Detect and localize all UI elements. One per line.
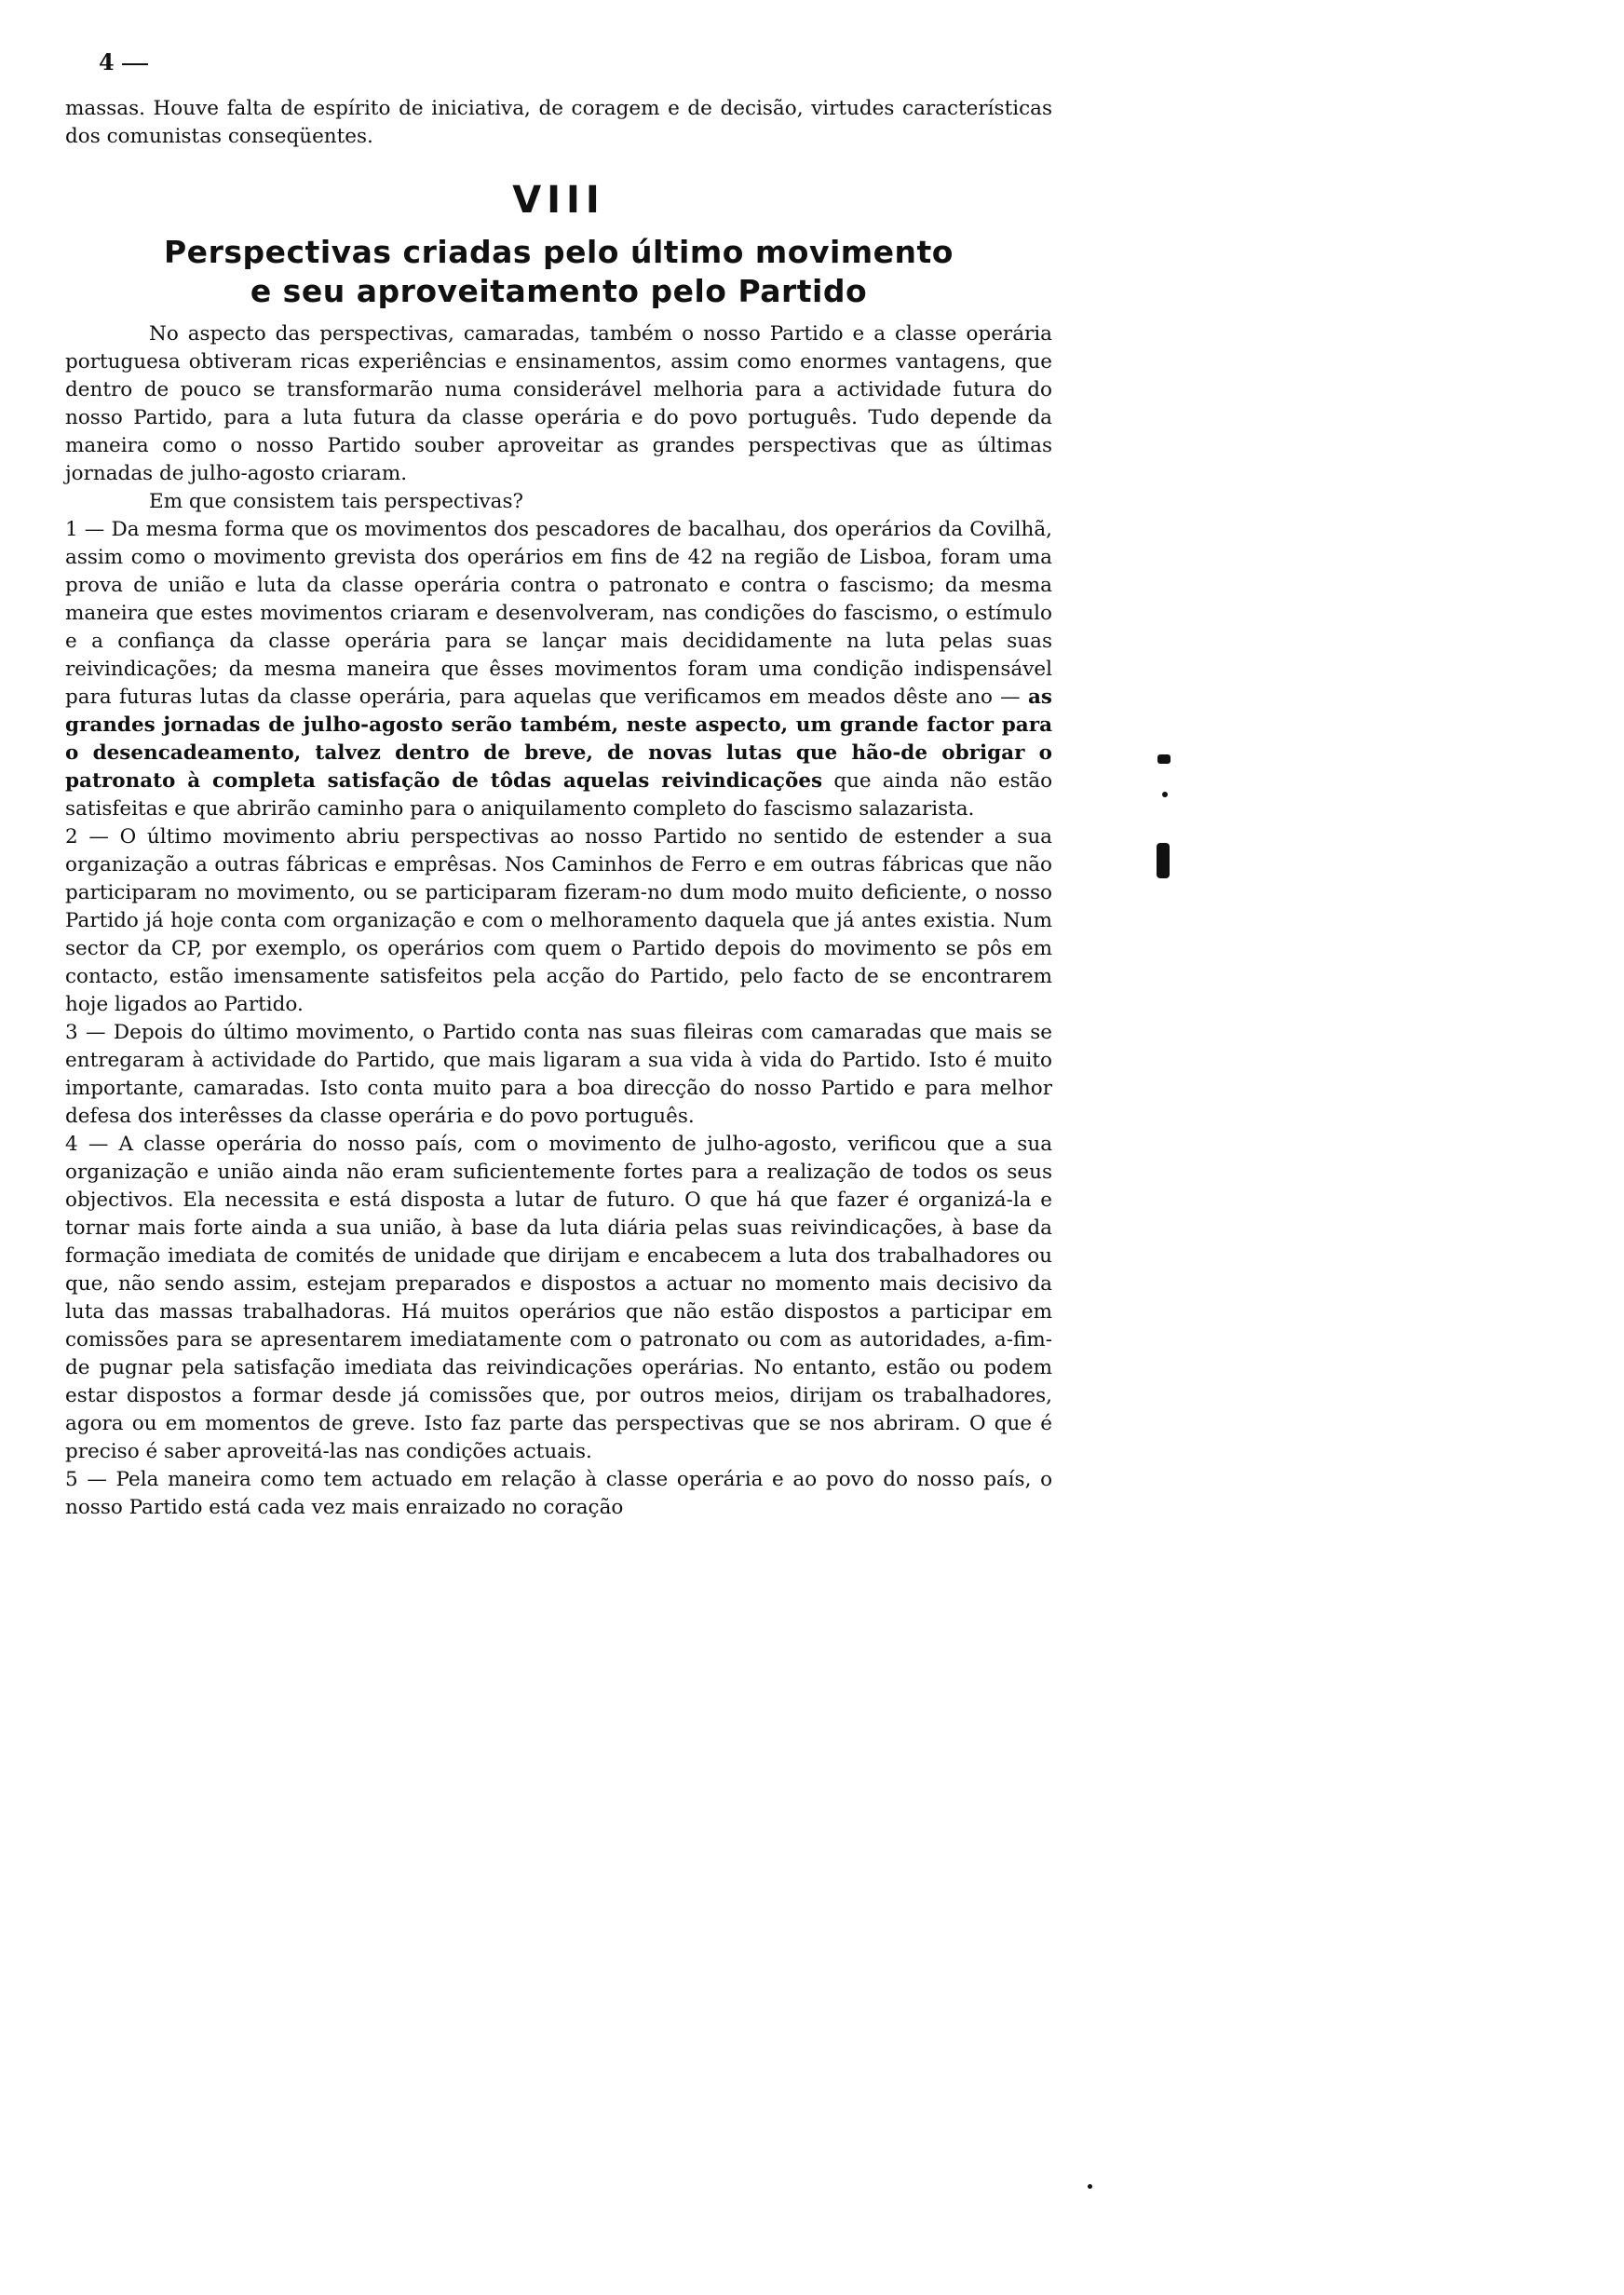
scan-speck xyxy=(1157,843,1170,878)
list-item-4 xyxy=(65,1131,1052,1466)
item-label: 1 — xyxy=(65,518,105,541)
lead-paragraph: massas. Houve falta de espírito de iniciativa, de coragem e de decisão, virtudes características dos comunistas conseqüentes. xyxy=(65,97,1052,148)
item-text: A classe operária do nosso país, com o movimento de julho-agosto, verificou que a sua organização e união ainda não eram suficientemente fortes para a realização de todos os seus objectivos. Ela necessita e está disposta a lutar de futuro. O que há que fazer é organizá-la e tornar mais forte ainda a sua união, à base da luta diária pelas suas reivindicações, à base da formação imediata de comités de unidade que dirijam e encabecem a luta dos trabalhadores ou que, não sendo assim, estejam preparados e dispostos a actuar no momento mais decisivo da luta das massas trabalhadoras. Há muitos operários que não estão dispostos a participar em comissões para se apresentarem imediatamente com o patronato ou com as autoridades, a-fim-de pugnar pela satisfação imediata das reivindicações operárias. No entanto, estão ou podem estar dispostos a formar desde já comissões que, por outros meios, dirijam os trabalhadores, agora ou em momentos de greve. Isto faz parte das perspectivas que se nos abriram. O que é preciso é saber aproveitá-las nas condições actuais. xyxy=(65,1133,1053,1463)
scan-speck xyxy=(1162,792,1168,797)
item-text: Depois do último movimento, o Partido conta nas suas fileiras com camaradas que mais se entregaram à actividade do Partido, que mais ligaram a sua vida à vida do Partido. Isto é muito importante, camaradas. Isto conta muito para a boa direcção do nosso Partido e para melhor defesa dos interêsses da classe operária e do povo português. xyxy=(65,1021,1052,1128)
page-number: 4 xyxy=(99,48,148,75)
item-tail: que ainda não estão satisfeitas e que abrirão caminho para o aniquilamento completo do fascismo salazarista. xyxy=(65,769,1053,821)
chapter-title-line-1: Perspectivas criadas pelo último movimento xyxy=(164,234,954,270)
list-item-1 xyxy=(65,516,1052,823)
list-item-5 xyxy=(65,1466,1052,1522)
item-label: 5 — xyxy=(65,1468,107,1491)
chapter-numeral: VIII xyxy=(512,179,605,222)
list-item-3 xyxy=(65,1019,1052,1131)
chapter-title xyxy=(65,233,1052,311)
chapter-title-line-2: e seu aproveitamento pelo Partido xyxy=(250,273,868,309)
item-label: 2 — xyxy=(65,825,109,849)
question-line: Em que consistem tais perspectivas? xyxy=(149,490,524,513)
item-text: Da mesma forma que os movimentos dos pescadores de bacalhau, dos operários da Covilhã, assim como o movimento grevista dos operários em fins de 42 na região de Lisboa, foram uma prova de união e luta da classe operária contra o patronato e contra o fascismo; da mesma maneira que estes movimentos criaram e desenvolveram, nas condições do fascismo, o estímulo e a confiança da classe operária para se lançar mais decididamente na luta pelas suas reivindicações; da mesma maneira que êsses movimentos foram uma condição indispensável para futuras lutas da classe operária, para aquelas que verificamos em meados dêste ano — xyxy=(65,518,1052,709)
item-emphasis: as grandes jornadas de julho-agosto serão também, neste aspecto, um grande factor para o desencadeamento, talvez dentro de breve, de novas lutas que hão-de obrigar o patronato à completa satisfação de tôdas aquelas reivindicações xyxy=(65,686,1052,793)
item-label: 3 — xyxy=(65,1021,106,1044)
item-text: Pela maneira como tem actuado em relação à classe operária e ao povo do nosso país, o nosso Partido está cada vez mais enraizado no coração xyxy=(65,1468,1053,1519)
item-text: O último movimento abriu perspectivas ao nosso Partido no sentido de estender a sua organização a outras fábricas e emprêsas. Nos Caminhos de Ferro e em outras fábricas que não participaram no movimento, ou se participaram fizeram-no dum modo muito deficiente, o nosso Partido já hoje conta com organização e com o melhoramento daquela que já antes existia. Num sector da CP, por exemplo, os operários com quem o Partido depois do movimento se pôs em contacto, estão imensamente satisfeitos pela acção do Partido, pelo facto de se encontrarem hoje ligados ao Partido. xyxy=(65,825,1052,1016)
intro-paragraph: No aspecto das perspectivas, camaradas, também o nosso Partido e a classe operária portuguesa obtiveram ricas experiências e ensinamentos, assim como enormes vantagens, que dentro de pouco se transformarão numa considerável melhoria para a actividade futura do nosso Partido, para a luta futura da classe operária e do povo português. Tudo depende da maneira como o nosso Partido souber aproveitar as grandes perspectivas que as últimas jornadas de julho-agosto criaram. xyxy=(65,322,1052,485)
document-page xyxy=(65,48,1053,1522)
item-label: 4 — xyxy=(65,1133,109,1156)
list-item-2 xyxy=(65,823,1052,1019)
scan-speck xyxy=(1088,2184,1092,2189)
scan-speck xyxy=(1157,754,1171,764)
